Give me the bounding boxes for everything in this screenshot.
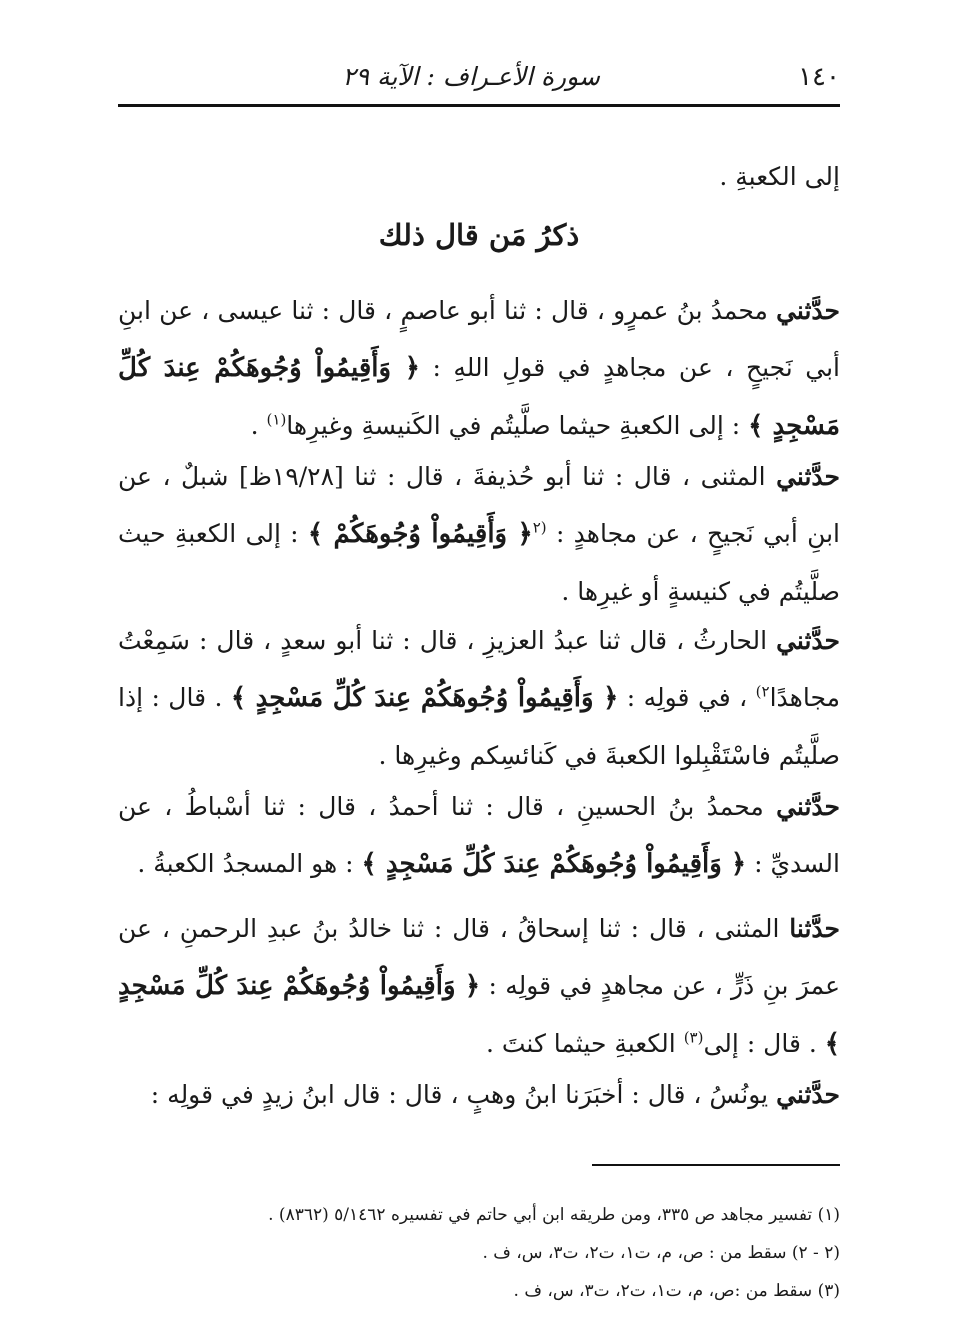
footnote-2: (٢ - ٢) سقط من : ص، م، ت١، ت٢، ت٣، س، ف . [482, 1243, 840, 1263]
isnad-lead: حدَّثني [776, 296, 840, 325]
quran-verse: ﴿ وَأَقِيمُواْ وُجُوهَكُمْ عِندَ كُلِّ مَسْجِدٍ ﴾ [230, 683, 619, 713]
paragraph-text: ، في قولِه : [618, 683, 756, 712]
paragraph-text: المثنى ، قال : ثنا إسحاقُ ، قال : ثنا خالدُ بنُ عبدِ الرحمنِ ، عن عمرَ بنِ ذَرٍّ ، عن مجاهدٍ في قولِه : [118, 914, 840, 1000]
paragraph-text: محمدُ بنُ عمرٍو ، قال : ثنا أبو عاصمٍ ، قال : ثنا عيسى ، عن ابنِ أبي نَجيحٍ ، عن مجاهدٍ في قولِ اللهِ : [118, 296, 840, 382]
footnote-1: (١) تفسير مجاهد ص ٣٣٥، ومن طريقه ابن أبي حاتم في تفسيره ٥/١٤٦٢ (٨٣٦٢) . [268, 1205, 840, 1225]
running-title: سورة الأعـراف : الآية ٢٩ [342, 62, 600, 91]
paragraph-text: الكعبةِ حيثما كنتَ . [485, 1029, 684, 1058]
intro-line: إلى الكعبةِ . [719, 162, 840, 191]
page-header [118, 58, 840, 98]
paragraph-5 [118, 900, 840, 1073]
paragraph-text: المثنى ، قال : ثنا أبو حُذيفةَ ، قال : ثنا [١٩/٢٨ظ] شبلٌ ، عن ابنِ أبي نَجيحٍ ، عن مجاهدٍ : [118, 462, 841, 548]
paragraph-4 [118, 778, 840, 893]
footnote-3: (٣) سقط من :ص، م، ت١، ت٢، ت٣، س، ف . [513, 1281, 840, 1301]
paragraph-text: محمدُ بنُ الحسينِ ، قال : ثنا أحمدُ ، قال : ثنا أسْباطُ ، عن السديِّ : [118, 792, 840, 878]
paragraph-text: : إلى الكعبةِ حيثما صلَّيتُم في الكَنيسةِ وغيرِها [286, 411, 749, 440]
page-number: ١٤٠ [798, 62, 840, 92]
paragraph-3 [118, 612, 840, 784]
footnote-reference: (٣) [683, 1028, 704, 1047]
header-divider [118, 104, 840, 107]
footnote-divider [592, 1164, 840, 1166]
isnad-lead: حدَّثني [776, 626, 840, 655]
isnad-lead: حدَّثني [776, 792, 840, 821]
quran-verse: ﴿ وَأَقِيمُواْ وُجُوهَكُمْ ﴾ [307, 519, 533, 549]
quran-verse: ﴿ وَأَقِيمُواْ وُجُوهَكُمْ عِندَ كُلِّ مَسْجِدٍ ﴾ [361, 849, 747, 879]
footnote-reference: (١) [266, 410, 287, 429]
isnad-lead: حدَّثنا [789, 914, 840, 943]
footnote-reference: ٢) [755, 682, 770, 701]
paragraph-text: . قال : إذا صلَّيتُم فاسْتَقْبِلوا الكعبةَ في كَنائسِكم وغيرِها . [118, 683, 840, 770]
paragraph-text: . [250, 411, 267, 440]
paragraph-1 [118, 282, 840, 455]
paragraph-6 [118, 1066, 840, 1123]
isnad-lead: حدَّثني [776, 462, 840, 491]
paragraph-text: يونُسُ ، قال : أخبَرَنا ابنُ وهبٍ ، قال : قال ابنُ زيدٍ في قولِه : [150, 1080, 777, 1109]
paragraph-text: الحارثُ ، قال ثنا عبدُ العزيزِ ، قال : ثنا أبو سعدٍ ، قال : سَمِعْتُ مجاهدًا [118, 626, 840, 712]
quran-verse: ﴿ وَأَقِيمُواْ وُجُوهَكُمْ عِندَ كُلِّ مَسْجِدٍ ﴾ [118, 353, 840, 441]
footnote-reference: (٢ [532, 518, 547, 537]
isnad-lead: حدَّثني [776, 1080, 840, 1109]
paragraph-text: : إلى الكعبةِ حيث صلَّيتُم في كنيسةٍ أو غيرِها . [118, 519, 840, 606]
quran-verse: ﴿ وَأَقِيمُواْ وُجُوهَكُمْ عِندَ كُلِّ مَسْجِدٍ ﴾ [118, 971, 840, 1059]
section-heading: ذكرُ مَن قال ذلك [378, 218, 580, 252]
paragraph-2 [118, 448, 840, 620]
footnotes [118, 1196, 840, 1310]
paragraph-text: : هو المسجدُ الكعبةُ . [137, 849, 362, 878]
paragraph-text: . قال : إلى [703, 1029, 825, 1058]
